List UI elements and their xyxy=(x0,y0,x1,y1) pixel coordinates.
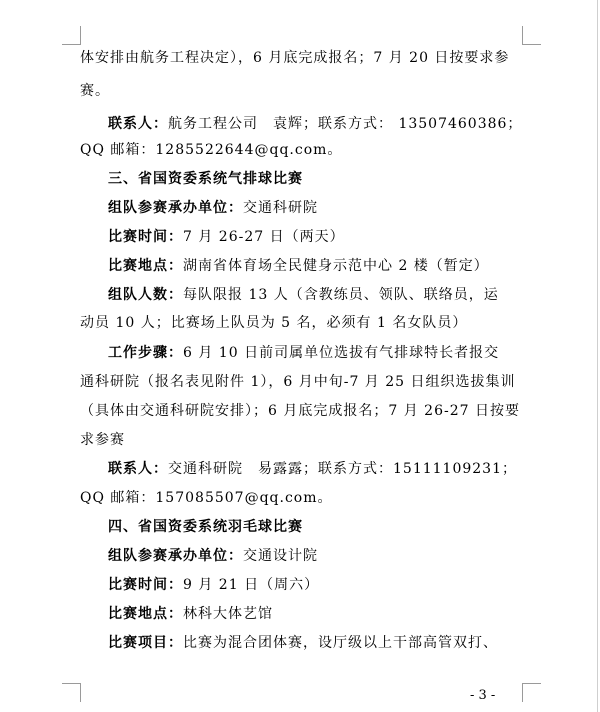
email-line: QQ 邮箱：1285522644@qq.com。 xyxy=(80,142,343,158)
field-label: 组队参赛承办单位： xyxy=(108,548,243,564)
field-label: 联系人： xyxy=(108,461,168,477)
section-heading: 四、省国资委系统羽毛球比赛 xyxy=(108,519,303,535)
body-line: 动员 10 人；比赛场上队员为 5 名，必须有 1 名女队员） xyxy=(80,315,468,331)
field-label: 工作步骤： xyxy=(108,345,183,361)
field-line: 组队参赛承办单位：交通设计院 xyxy=(108,548,318,564)
crop-mark-bottom-left xyxy=(62,683,81,702)
email-line: QQ 邮箱：157085507@qq.com。 xyxy=(80,490,333,506)
field-label: 联系人： xyxy=(108,116,168,132)
contact-line: 联系人：航务工程公司 袁辉；联系方式： 13507460386； xyxy=(108,116,523,132)
crop-mark-top-right xyxy=(522,26,541,45)
body-line: （具体由交通科研院安排）；6 月底完成报名；7 月 26-27 日按要 xyxy=(80,403,520,419)
field-label: 比赛时间： xyxy=(108,577,183,593)
field-line: 组队人数：每队限报 13 人（含教练员、领队、联络员，运 xyxy=(108,287,499,303)
page-number: - 3 - xyxy=(470,688,496,703)
field-line: 工作步骤：6 月 10 日前司属单位选拔有气排球特长者报交 xyxy=(108,345,500,361)
section-heading: 三、省国资委系统气排球比赛 xyxy=(108,171,303,187)
body-line: 体安排由航务工程决定），6 月底完成报名；7 月 20 日按要求参 xyxy=(80,50,510,66)
field-label: 组队人数： xyxy=(108,287,183,303)
field-line: 比赛地点：湖南省体育场全民健身示范中心 2 楼（暂定） xyxy=(108,258,489,274)
body-line: 赛。 xyxy=(80,83,110,99)
contact-line: 联系人：交通科研院 易露露；联系方式：15111109231； xyxy=(108,461,517,477)
field-line: 比赛时间：7 月 26-27 日（两天） xyxy=(108,229,345,245)
body-line: 求参赛 xyxy=(80,432,125,448)
crop-mark-top-left xyxy=(62,26,81,45)
field-line: 比赛地点：林科大体艺馆 xyxy=(108,606,273,622)
field-label: 比赛地点： xyxy=(108,258,183,274)
field-label: 组队参赛承办单位： xyxy=(108,200,243,216)
page-edge xyxy=(597,0,598,712)
field-line: 比赛项目：比赛为混合团体赛，设厅级以上干部高管双打、 xyxy=(108,635,498,651)
field-label: 比赛时间： xyxy=(108,229,183,245)
field-label: 比赛项目： xyxy=(108,635,183,651)
body-line: 通科研院（报名表见附件 1），6 月中旬-7 月 25 日组织选拔集训 xyxy=(80,374,516,390)
field-label: 比赛地点： xyxy=(108,606,183,622)
field-line: 组队参赛承办单位：交通科研院 xyxy=(108,200,318,216)
field-line: 比赛时间：9 月 21 日（周六） xyxy=(108,577,320,593)
